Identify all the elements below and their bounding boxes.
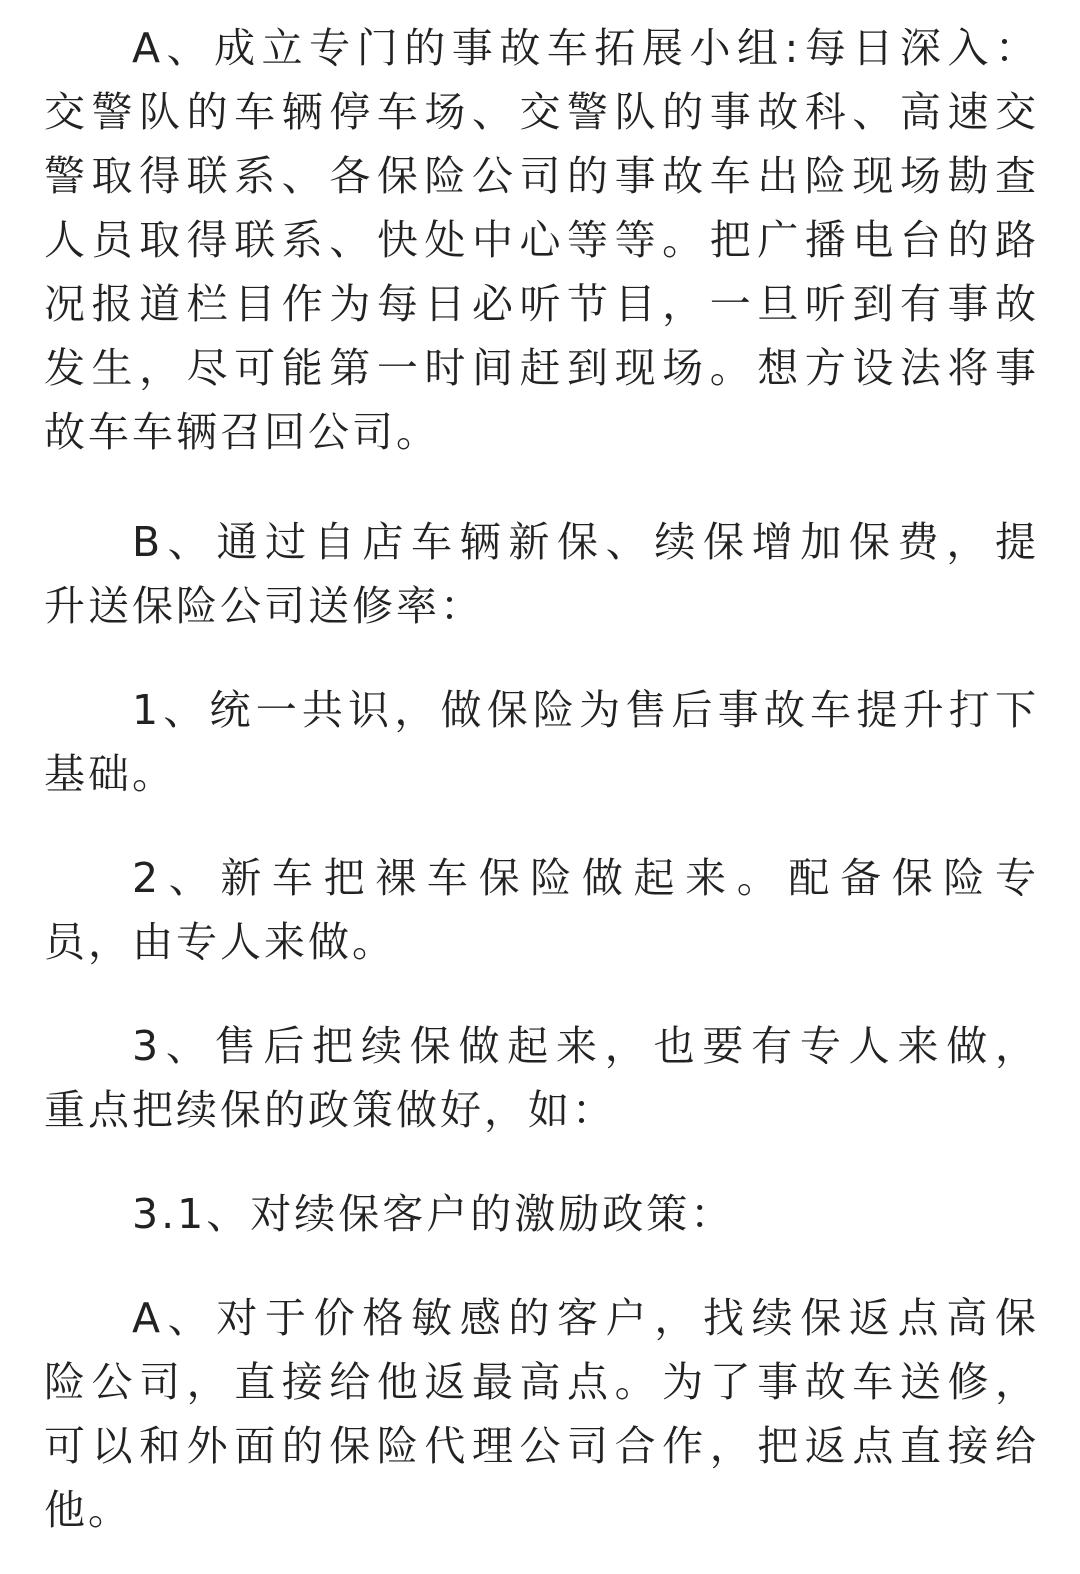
paragraph-a2-line-2: 险公司，直接给他返最高点。为了事故车送修， [44, 1358, 1036, 1406]
item-3-line-1: 3、售后把续保做起来，也要有专人来做， [132, 1022, 1036, 1070]
paragraph-a-line-6: 发生，尽可能第一时间赶到现场。想方设法将事 [44, 344, 1036, 392]
item-1-line-1: 1、统一共识，做保险为售后事故车提升打下 [132, 686, 1036, 734]
paragraph-a2-line-3: 可以和外面的保险代理公司合作，把返点直接给 [44, 1422, 1036, 1470]
paragraph-a2-line-4: 他。 [44, 1486, 132, 1534]
paragraph-a-line-5: 况报道栏目作为每日必听节目，一旦听到有事故 [44, 280, 1036, 328]
paragraph-a-line-2: 交警队的车辆停车场、交警队的事故科、高速交 [44, 88, 1036, 136]
paragraph-b-line-1: B、通过自店车辆新保、续保增加保费，提 [132, 518, 1036, 566]
item-2-line-1: 2、新车把裸车保险做起来。配备保险专 [132, 854, 1036, 902]
item-3-1-line-1: 3.1、对续保客户的激励政策： [132, 1190, 735, 1238]
item-2-line-2: 员，由专人来做。 [44, 918, 396, 966]
paragraph-a-line-1: A、成立专门的事故车拓展小组:每日深入： [132, 24, 1036, 72]
paragraph-b-line-2: 升送保险公司送修率： [44, 582, 484, 630]
paragraph-a-line-4: 人员取得联系、快处中心等等。把广播电台的路 [44, 216, 1036, 264]
paragraph-a-line-7: 故车车辆召回公司。 [44, 408, 440, 456]
paragraph-a2-line-1: A、对于价格敏感的客户，找续保返点高保 [132, 1294, 1036, 1342]
item-3-line-2: 重点把续保的政策做好，如： [44, 1086, 616, 1134]
item-1-line-2: 基础。 [44, 750, 176, 798]
paragraph-a-line-3: 警取得联系、各保险公司的事故车出险现场勘查 [44, 152, 1036, 200]
